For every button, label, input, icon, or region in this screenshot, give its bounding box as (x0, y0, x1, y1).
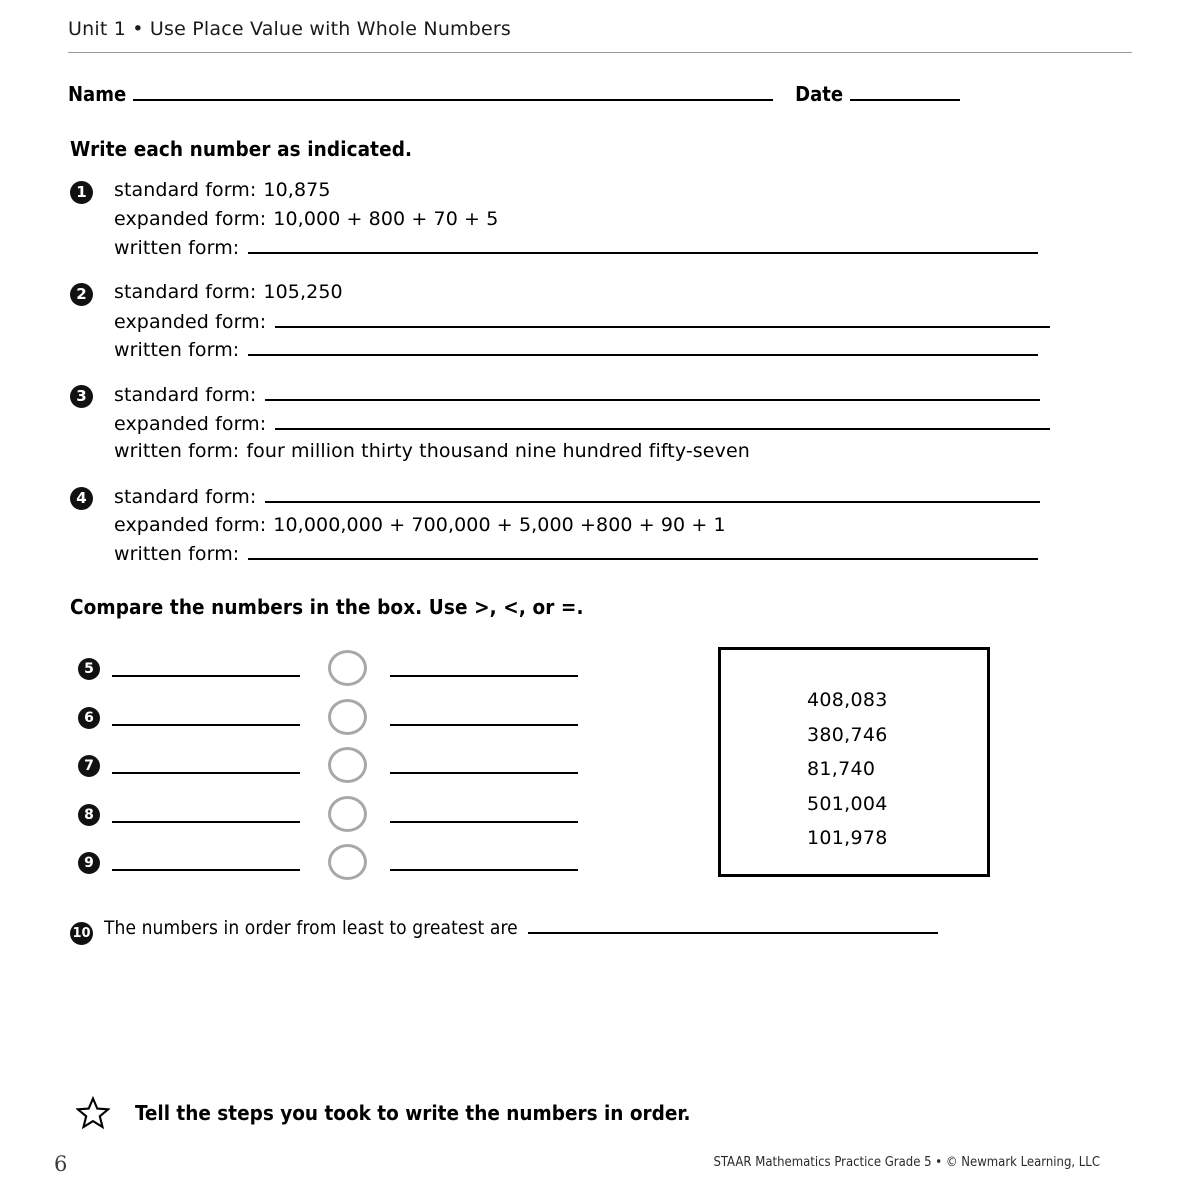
standard-form-label: standard form: (114, 486, 257, 508)
standard-form-row (114, 383, 1070, 412)
compare-right-answer-line[interactable] (390, 805, 578, 823)
star-prompt-row (76, 1096, 691, 1130)
standard-form-label: standard form: (114, 384, 257, 406)
written-form-row (114, 542, 1070, 571)
page-header (68, 18, 1132, 40)
written-form-row (114, 236, 1070, 265)
question-lines (114, 179, 1070, 265)
question-number-badge: 10 (70, 922, 93, 945)
compare-row (70, 742, 630, 791)
name-input-line[interactable] (133, 82, 773, 101)
question-lines (114, 383, 1070, 469)
written-form-answer-line[interactable] (248, 542, 1038, 560)
star-prompt-text: Tell the steps you took to write the numbers in order. (135, 1101, 691, 1125)
question-number-badge: 7 (78, 755, 100, 777)
compare-row (70, 791, 630, 840)
date-input-line[interactable] (850, 82, 960, 101)
question-number-badge: 5 (78, 658, 100, 680)
standard-form-answer-line[interactable] (265, 383, 1040, 401)
question-lines (114, 281, 1070, 367)
standard-form-label: standard form: (114, 179, 257, 201)
written-form-label: written form: (114, 440, 240, 462)
written-form-label: written form: (114, 339, 240, 361)
written-form-row (114, 440, 1070, 469)
comparison-symbol-circle[interactable] (328, 699, 367, 735)
compare-left-answer-line[interactable] (112, 708, 300, 726)
written-form-answer-line[interactable] (248, 236, 1038, 254)
compare-right-answer-line[interactable] (390, 659, 578, 677)
box-number: 101,978 (807, 827, 888, 849)
compare-right-answer-line[interactable] (390, 853, 578, 871)
compare-row (70, 645, 630, 694)
question-block-1 (70, 179, 1070, 265)
standard-form-value: 105,250 (263, 281, 343, 303)
written-form-label: written form: (114, 237, 240, 259)
question-number-badge: 9 (78, 852, 100, 874)
expanded-form-label: expanded form: (114, 207, 267, 230)
unit-title: Unit 1 • Use Place Value with Whole Numbers (68, 18, 512, 40)
date-label: Date (795, 82, 844, 106)
compare-left-answer-line[interactable] (112, 853, 300, 871)
question-number-badge: 3 (70, 385, 93, 408)
box-number: 408,083 (807, 689, 888, 711)
name-label: Name (68, 82, 127, 106)
standard-form-row (114, 281, 1070, 310)
question-block-2 (70, 281, 1070, 367)
box-number: 501,004 (807, 792, 888, 815)
item-ten-row (70, 915, 1080, 942)
compare-left-answer-line[interactable] (112, 805, 300, 823)
expanded-form-row (114, 412, 1070, 441)
compare-left-answer-line[interactable] (112, 756, 300, 774)
star-outline-icon (76, 1096, 110, 1130)
standard-form-label: standard form: (114, 281, 257, 303)
expanded-form-value: 10,000 + 800 + 70 + 5 (273, 207, 499, 230)
compare-left-answer-line[interactable] (112, 659, 300, 677)
standard-form-value: 10,875 (263, 179, 331, 201)
comparison-symbol-circle[interactable] (328, 650, 367, 686)
box-number: 380,746 (807, 723, 888, 746)
question-number-badge: 2 (70, 283, 93, 306)
standard-form-row (114, 179, 1070, 208)
expanded-form-label: expanded form: (114, 412, 267, 435)
expanded-form-label: expanded form: (114, 310, 267, 333)
question-number-badge: 4 (70, 487, 93, 510)
question-number-badge: 1 (70, 181, 93, 204)
page-number: 6 (54, 1152, 68, 1176)
compare-row (70, 694, 630, 743)
question-number-badge: 6 (78, 707, 100, 729)
box-number: 81,740 (807, 758, 876, 780)
written-form-answer-line[interactable] (248, 338, 1038, 356)
question-lines (114, 485, 1070, 571)
expanded-form-answer-line[interactable] (275, 412, 1050, 430)
expanded-form-row (114, 310, 1070, 339)
expanded-form-value: 10,000,000 + 700,000 + 5,000 +800 + 90 + 1 (273, 513, 726, 536)
expanded-form-row (114, 208, 1070, 237)
item-ten-text: The numbers in order from least to greatest are (104, 917, 518, 939)
written-form-label: written form: (114, 543, 240, 565)
name-date-row (68, 82, 1068, 108)
footer-credit: STAAR Mathematics Practice Grade 5 • © Newmark Learning, LLC (713, 1155, 1100, 1170)
compare-right-answer-line[interactable] (390, 756, 578, 774)
compare-right-answer-line[interactable] (390, 708, 578, 726)
compare-row (70, 839, 630, 888)
expanded-form-answer-line[interactable] (275, 310, 1050, 328)
number-box (718, 647, 990, 877)
number-box-list (721, 650, 987, 856)
item-ten-answer-line[interactable] (528, 915, 938, 934)
comparison-symbol-circle[interactable] (328, 747, 367, 783)
compare-rows-area (70, 645, 630, 888)
comparison-symbol-circle[interactable] (328, 796, 367, 832)
written-form-row (114, 338, 1070, 367)
instruction-compare-numbers: Compare the numbers in the box. Use >, <, or =. (70, 595, 584, 619)
instruction-write-numbers: Write each number as indicated. (70, 137, 413, 161)
question-number-badge: 8 (78, 804, 100, 826)
header-divider (68, 52, 1132, 53)
question-block-4 (70, 485, 1070, 571)
written-form-value: four million thirty thousand nine hundred fifty-seven (246, 440, 750, 462)
standard-form-answer-line[interactable] (265, 485, 1040, 503)
expanded-form-label: expanded form: (114, 513, 267, 536)
standard-form-row (114, 485, 1070, 514)
question-block-3 (70, 383, 1070, 469)
comparison-symbol-circle[interactable] (328, 844, 367, 880)
expanded-form-row (114, 514, 1070, 543)
